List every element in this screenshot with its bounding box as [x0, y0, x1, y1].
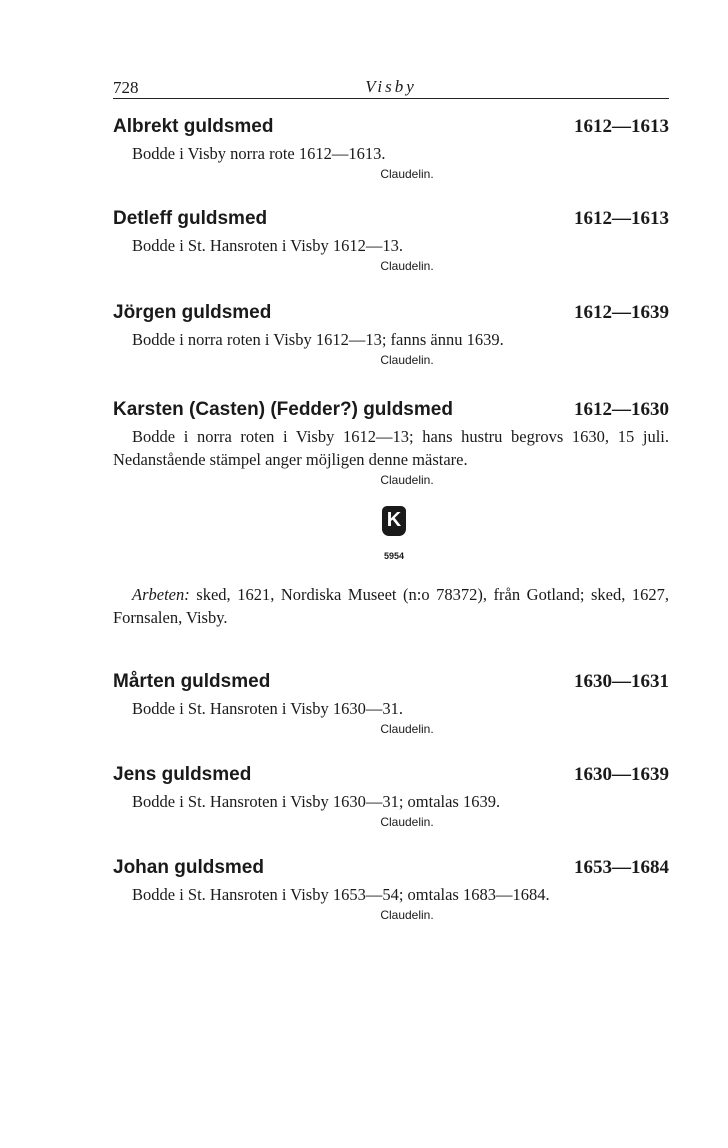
page-number: 728	[113, 78, 139, 97]
entry-source: Claudelin.	[380, 815, 434, 829]
entry-name: Jörgen guldsmed	[113, 302, 272, 323]
entry-years: 1653—1684	[574, 857, 669, 878]
entry-source: Claudelin.	[380, 353, 434, 367]
entry-description: Bodde i Visby norra rote 1612—1613.	[132, 144, 386, 163]
entry-source: Claudelin.	[380, 259, 434, 273]
entry-description: Bodde i norra roten i Visby 1612—13; hans hustru begrovs 1630, 15 juli. Nedanstående stämpel anger möjligen denne mästare.	[113, 427, 669, 469]
page-header	[113, 76, 669, 99]
works-text: sked, 1621, Nordiska Museet (n:o 78372), från Gotland; sked, 1627, Fornsalen, Visby.	[113, 585, 669, 627]
entry-description: Bodde i St. Hansroten i Visby 1630—31; omtalas 1639.	[132, 792, 501, 811]
entry-years: 1612—1630	[574, 399, 669, 420]
entry-description: Bodde i St. Hansroten i Visby 1653—54; omtalas 1683—1684.	[132, 885, 550, 904]
entry-name: Detleff guldsmed	[113, 208, 268, 229]
entry-name: Albrekt guldsmed	[113, 116, 274, 137]
entry-albrekt	[113, 116, 669, 181]
entry-karsten	[113, 399, 669, 487]
entry-marten	[113, 671, 669, 736]
entry-name: Karsten (Casten) (Fedder?) guldsmed	[113, 399, 453, 420]
entry-source: Claudelin.	[380, 722, 434, 736]
entry-jorgen	[113, 302, 669, 367]
entry-years: 1612—1613	[574, 116, 669, 137]
entry-years: 1612—1639	[574, 302, 669, 323]
entry-source: Claudelin.	[380, 167, 434, 181]
entry-description: Bodde i St. Hansroten i Visby 1612—13.	[132, 236, 403, 255]
entry-description: Bodde i norra roten i Visby 1612—13; fanns ännu 1639.	[132, 330, 504, 349]
works-paragraph	[113, 583, 669, 629]
entry-years: 1612—1613	[574, 208, 669, 229]
entry-detleff	[113, 208, 669, 273]
entry-source: Claudelin.	[380, 473, 434, 487]
entry-years: 1630—1631	[574, 671, 669, 692]
stamp-number: 5954	[383, 551, 405, 561]
entry-name: Johan guldsmed	[113, 857, 264, 878]
stamp-letter: K	[386, 509, 402, 531]
makers-mark-stamp	[382, 506, 406, 536]
running-head: Visby	[365, 77, 417, 96]
entry-name: Mårten guldsmed	[113, 671, 271, 692]
entry-source: Claudelin.	[380, 908, 434, 922]
entry-description: Bodde i St. Hansroten i Visby 1630—31.	[132, 699, 403, 718]
entry-jens	[113, 764, 669, 829]
works-label: Arbeten:	[132, 585, 190, 604]
entry-years: 1630—1639	[574, 764, 669, 785]
entry-name: Jens guldsmed	[113, 764, 252, 785]
entry-johan	[113, 857, 669, 922]
